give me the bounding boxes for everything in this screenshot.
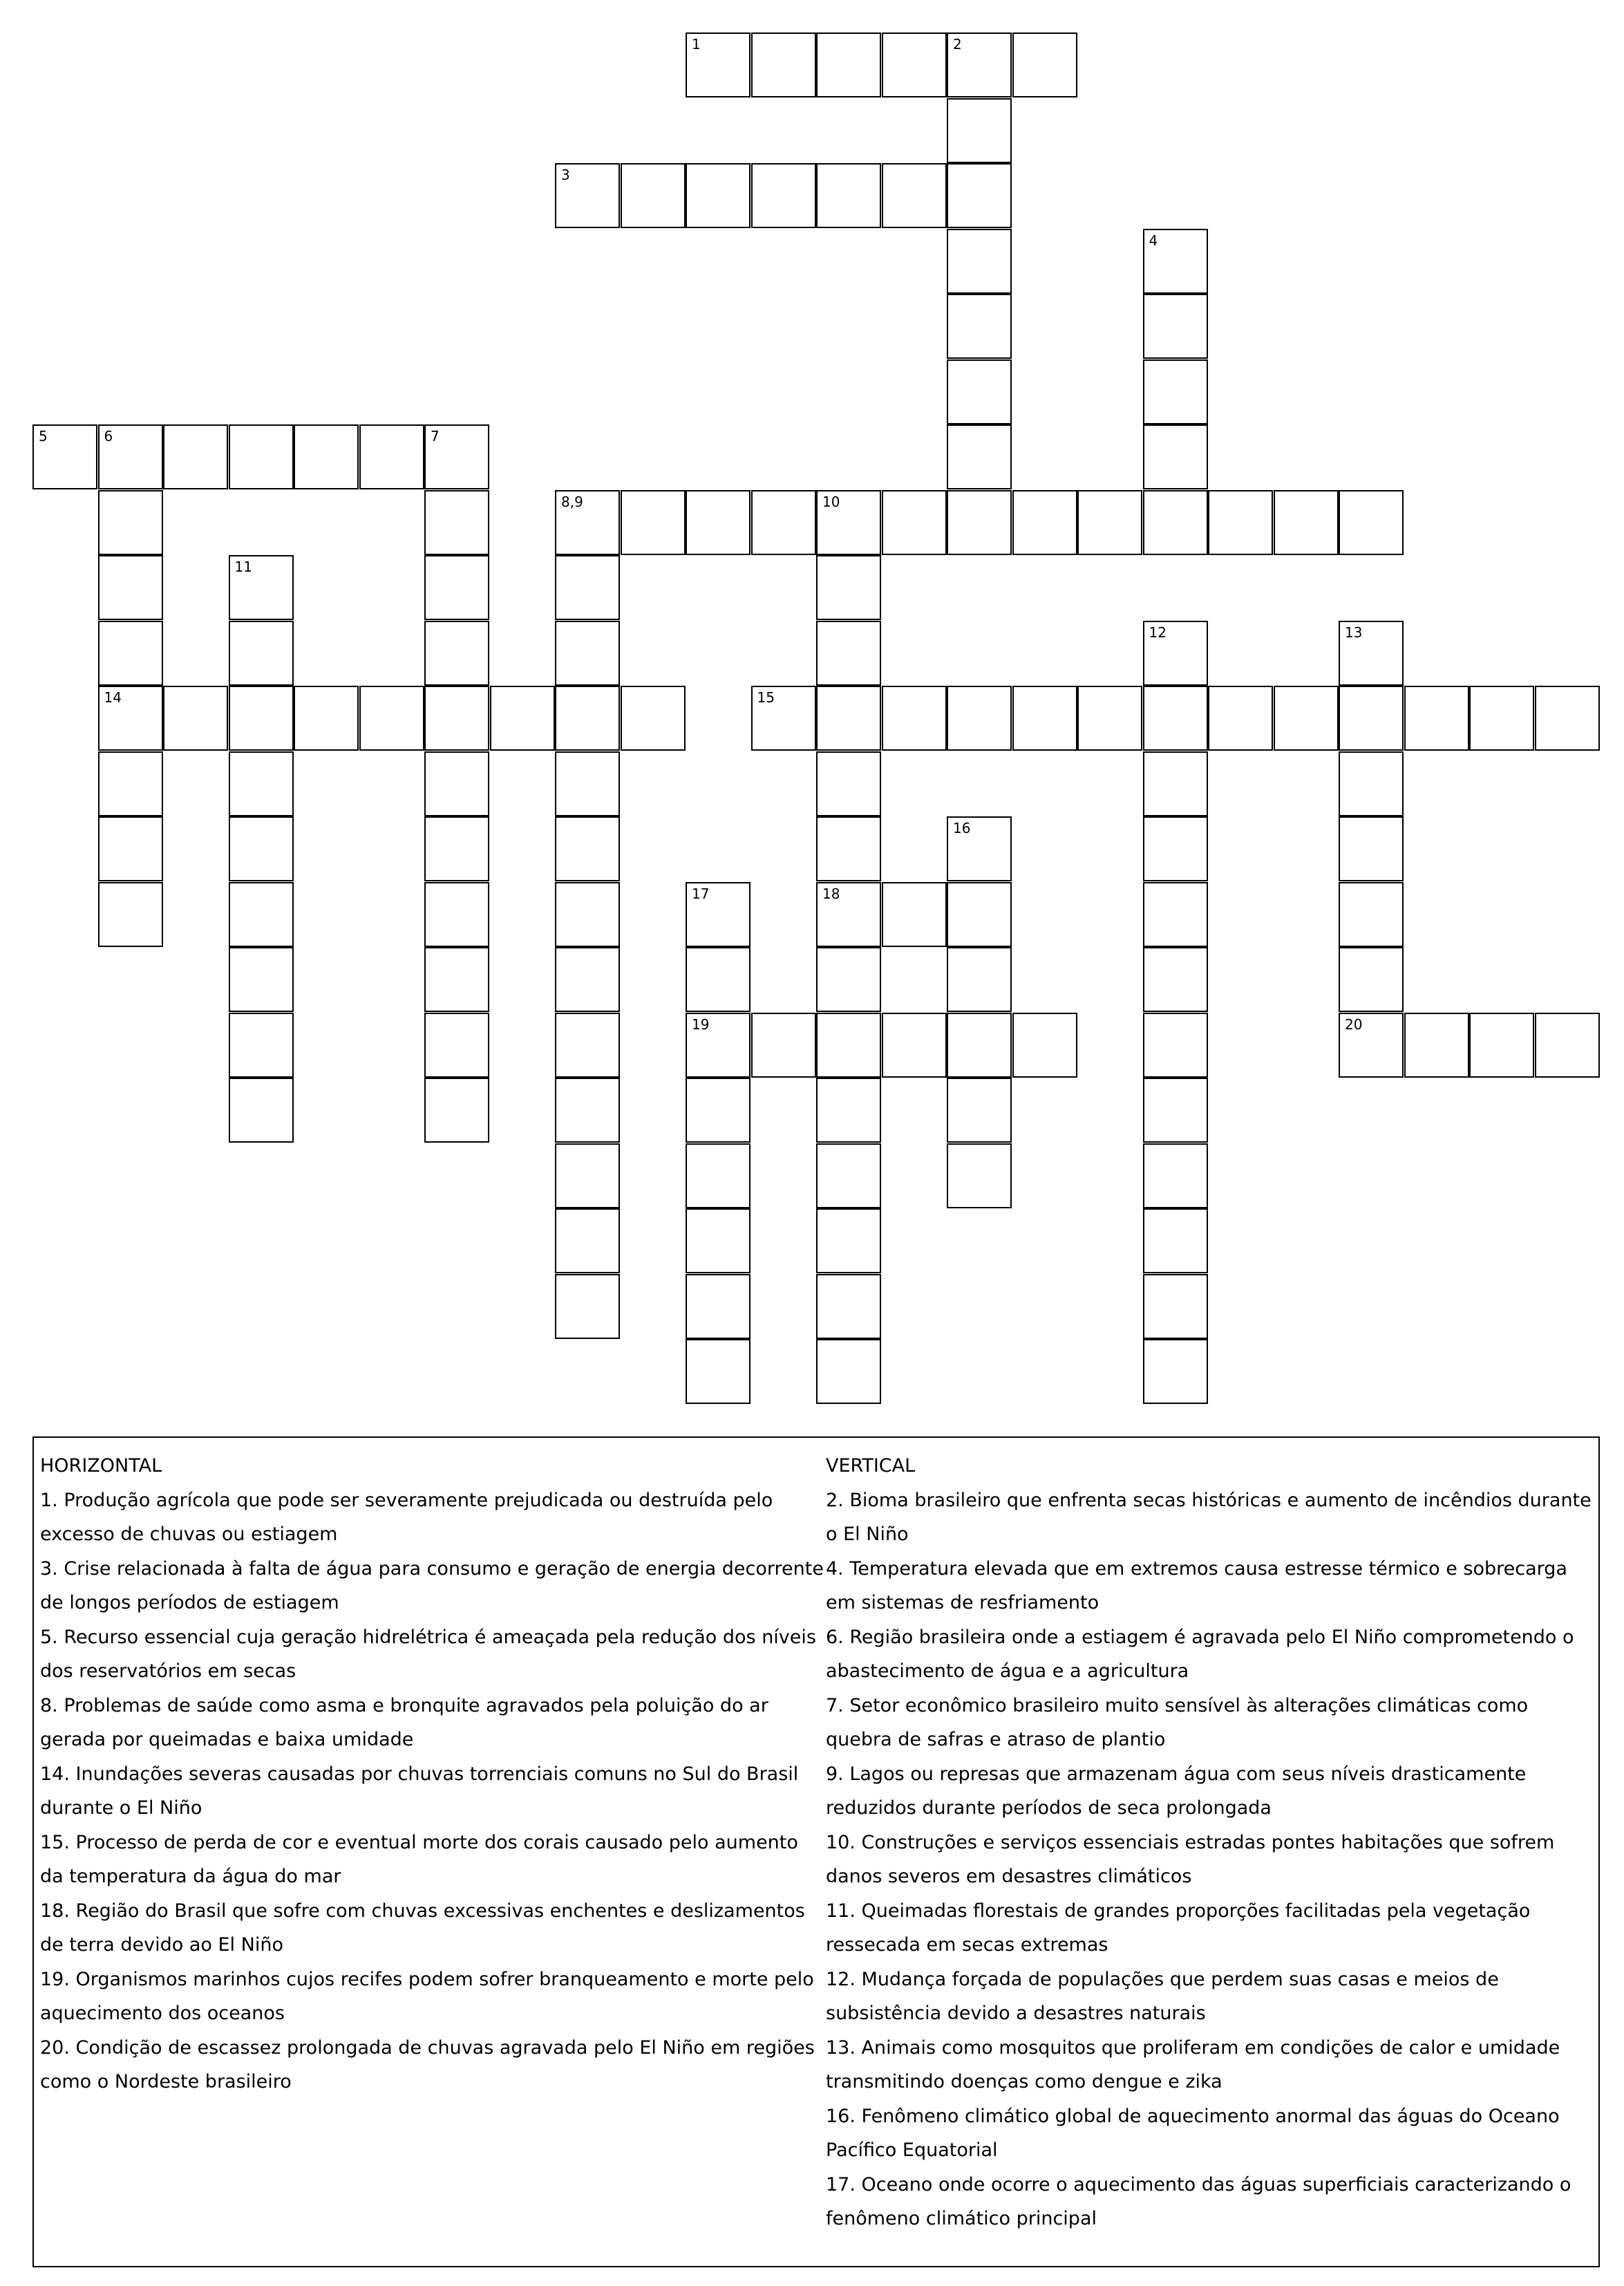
clue-number: 13 <box>1345 624 1363 641</box>
crossword-cell[interactable] <box>816 947 881 1012</box>
crossword-cell[interactable] <box>1143 686 1208 751</box>
crossword-cell[interactable] <box>686 1274 750 1339</box>
crossword-cell[interactable] <box>555 686 620 751</box>
crossword-cell[interactable] <box>947 294 1012 359</box>
crossword-cell[interactable] <box>555 163 620 228</box>
crossword-cell[interactable] <box>1143 424 1208 489</box>
crossword-cell[interactable] <box>1535 686 1600 751</box>
crossword-cell[interactable] <box>947 1078 1012 1143</box>
crossword-cell[interactable] <box>816 1339 881 1404</box>
crossword-cell[interactable] <box>1143 751 1208 816</box>
crossword-cell[interactable] <box>947 882 1012 947</box>
clue-number: 3 <box>561 167 570 183</box>
crossword-cell[interactable] <box>424 1078 489 1143</box>
crossword-cell[interactable] <box>947 98 1012 163</box>
crossword-cell[interactable] <box>816 686 881 751</box>
crossword-cell[interactable] <box>555 621 620 686</box>
crossword-cell[interactable] <box>1143 1208 1208 1273</box>
crossword-cell[interactable] <box>1469 686 1534 751</box>
crossword-cell[interactable] <box>32 424 97 489</box>
crossword-cell[interactable] <box>229 686 294 751</box>
crossword-cell[interactable] <box>751 490 816 555</box>
crossword-cell[interactable] <box>98 490 163 555</box>
crossword-cell[interactable] <box>555 947 620 1012</box>
horizontal-clue: 15. Processo de perda de cor e eventual morte dos corais causado pelo aumento da temperatura da água do mar <box>40 1831 798 1887</box>
crossword-cell[interactable] <box>1535 1013 1600 1078</box>
crossword-cell[interactable] <box>229 1013 294 1078</box>
crossword-cell[interactable] <box>424 490 489 555</box>
crossword-cell[interactable] <box>1469 1013 1534 1078</box>
crossword-cell[interactable] <box>1143 490 1208 555</box>
crossword-cell[interactable] <box>816 490 881 555</box>
crossword-cell[interactable] <box>1143 1078 1208 1143</box>
crossword-cell[interactable] <box>686 947 750 1012</box>
crossword-cell[interactable] <box>947 32 1012 97</box>
crossword-cell[interactable] <box>98 882 163 947</box>
crossword-cell[interactable] <box>229 947 294 1012</box>
crossword-cell[interactable] <box>621 686 686 751</box>
crossword-cell[interactable] <box>1208 686 1273 751</box>
crossword-cell[interactable] <box>882 882 947 947</box>
crossword-cell[interactable] <box>816 555 881 620</box>
vertical-clue: 12. Mudança forçada de populações que perdem suas casas e meios de subsistência devido a desastres naturais <box>826 1968 1499 2024</box>
clue-number: 14 <box>104 689 122 706</box>
crossword-cell[interactable] <box>947 816 1012 881</box>
horizontal-clue: 19. Organismos marinhos cujos recifes podem sofrer branqueamento e morte pelo aquecimento dos oceanos <box>40 1968 814 2024</box>
crossword-cell[interactable] <box>686 1339 750 1404</box>
crossword-cell[interactable] <box>751 163 816 228</box>
crossword-cell[interactable] <box>98 751 163 816</box>
crossword-cell[interactable] <box>1339 490 1404 555</box>
crossword-cell[interactable] <box>1143 1143 1208 1208</box>
clue-number: 19 <box>692 1015 710 1033</box>
crossword-cell[interactable] <box>1339 947 1404 1012</box>
crossword-cell[interactable] <box>1339 816 1404 881</box>
vertical-heading: VERTICAL <box>826 1455 916 1477</box>
clue-number: 11 <box>234 559 252 575</box>
crossword-cell[interactable] <box>686 32 750 97</box>
crossword-cell[interactable] <box>1404 1013 1469 1078</box>
crossword-cell[interactable] <box>229 816 294 881</box>
clue-number: 7 <box>431 428 440 444</box>
crossword-cell[interactable] <box>555 1143 620 1208</box>
crossword-cell[interactable] <box>1077 490 1142 555</box>
horizontal-clue: 1. Produção agrícola que pode ser severamente prejudicada ou destruída pelo excesso de chuvas ou estiagem <box>40 1489 773 1545</box>
horizontal-clue: 18. Região do Brasil que sofre com chuvas excessivas enchentes e deslizamentos de terra devido ao El Niño <box>40 1900 805 1956</box>
crossword-cell[interactable] <box>816 816 881 881</box>
horizontal-clue: 20. Condição de escassez prolongada de chuvas agravada pelo El Niño em regiões como o Nordeste brasileiro <box>40 2036 815 2092</box>
crossword-cell[interactable] <box>1143 1274 1208 1339</box>
crossword-cell[interactable] <box>621 490 686 555</box>
crossword-cell[interactable] <box>1143 621 1208 686</box>
crossword-cell[interactable] <box>1339 686 1404 751</box>
clue-number: 20 <box>1345 1015 1363 1033</box>
crossword-cell[interactable] <box>98 424 163 489</box>
crossword-cell[interactable] <box>98 621 163 686</box>
crossword-cell[interactable] <box>1404 686 1469 751</box>
clues-box <box>32 1436 1600 2267</box>
vertical-clue: 16. Fenômeno climático global de aquecimento anormal das águas do Oceano Pacífico Equatorial <box>826 2105 1560 2161</box>
crossword-cell[interactable] <box>947 490 1012 555</box>
crossword-cell[interactable] <box>1143 1339 1208 1404</box>
vertical-clue: 2. Bioma brasileiro que enfrenta secas históricas e aumento de incêndios durante o El Niño <box>826 1489 1592 1545</box>
vertical-clue: 11. Queimadas florestais de grandes proporções facilitadas pela vegetação ressecada em secas extremas <box>826 1900 1531 1956</box>
crossword-cell[interactable] <box>816 32 881 97</box>
vertical-clue: 10. Construções e serviços essenciais estradas pontes habitações que sofrem danos severos em desastres climáticos <box>826 1831 1555 1887</box>
clue-number: 1 <box>692 36 701 53</box>
crossword-cell[interactable] <box>1143 1013 1208 1078</box>
clue-number: 2 <box>953 36 962 53</box>
crossword-cell[interactable] <box>947 359 1012 424</box>
clue-number: 8,9 <box>561 493 583 510</box>
clue-number: 12 <box>1149 624 1167 641</box>
crossword-cell[interactable] <box>229 424 294 489</box>
crossword-cell[interactable] <box>686 1078 750 1143</box>
crossword-cell[interactable] <box>1274 686 1339 751</box>
crossword-cell[interactable] <box>882 1013 947 1078</box>
clue-number: 4 <box>1149 232 1158 249</box>
crossword-cell[interactable] <box>163 686 228 751</box>
crossword-cell[interactable] <box>1274 490 1339 555</box>
crossword-cell[interactable] <box>751 686 816 751</box>
crossword-cell[interactable] <box>621 163 686 228</box>
crossword-cell[interactable] <box>686 490 750 555</box>
crossword-cell[interactable] <box>359 424 424 489</box>
crossword-cell[interactable] <box>294 424 359 489</box>
crossword-cell[interactable] <box>1143 229 1208 294</box>
crossword-cell[interactable] <box>1143 816 1208 881</box>
crossword-cell[interactable] <box>555 555 620 620</box>
vertical-clue: 13. Animais como mosquitos que proliferam em condições de calor e umidade transmitindo doenças como dengue e zika <box>826 2036 1560 2092</box>
crossword-cell[interactable] <box>686 1143 750 1208</box>
crossword-cell[interactable] <box>163 424 228 489</box>
vertical-clue: 9. Lagos ou represas que armazenam água com seus níveis drasticamente reduzidos durante períodos de seca prolongada <box>826 1763 1527 1819</box>
crossword-cell[interactable] <box>1339 1013 1404 1078</box>
crossword-cell[interactable] <box>816 1274 881 1339</box>
crossword-cell[interactable] <box>424 882 489 947</box>
horizontal-heading: HORIZONTAL <box>40 1455 162 1477</box>
horizontal-clue: 8. Problemas de saúde como asma e bronquite agravados pela poluição do ar gerada por queimadas e baixa umidade <box>40 1694 768 1750</box>
crossword-cell[interactable] <box>947 229 1012 294</box>
crossword-cell[interactable] <box>686 882 750 947</box>
clue-number: 10 <box>822 493 840 510</box>
crossword-cell[interactable] <box>1012 32 1077 97</box>
crossword-cell[interactable] <box>555 1078 620 1143</box>
crossword-cell[interactable] <box>882 490 947 555</box>
crossword-cell[interactable] <box>555 490 620 555</box>
crossword-cell[interactable] <box>816 1208 881 1273</box>
crossword-cell[interactable] <box>947 1143 1012 1208</box>
crossword-cell[interactable] <box>98 816 163 881</box>
crossword-cell[interactable] <box>555 882 620 947</box>
crossword-cell[interactable] <box>424 1013 489 1078</box>
vertical-clue: 6. Região brasileira onde a estiagem é agravada pelo El Niño comprometendo o abastecimento de água e a agricultura <box>826 1626 1574 1682</box>
clue-number: 15 <box>757 689 775 706</box>
crossword-cell[interactable] <box>816 1143 881 1208</box>
vertical-clue: 4. Temperatura elevada que em extremos causa estresse térmico e sobrecarga em sistemas de resfriamento <box>826 1557 1567 1613</box>
crossword-cell[interactable] <box>424 947 489 1012</box>
clue-number: 18 <box>822 885 840 902</box>
clue-number: 16 <box>953 820 971 836</box>
crossword-cell[interactable] <box>1339 751 1404 816</box>
crossword-cell[interactable] <box>947 947 1012 1012</box>
crossword-cell[interactable] <box>1143 294 1208 359</box>
vertical-clues-column <box>826 1449 1593 2236</box>
crossword-cell[interactable] <box>1143 359 1208 424</box>
vertical-clue: 17. Oceano onde ocorre o aquecimento das águas superficiais caracterizando o fenômeno climático principal <box>826 2173 1571 2229</box>
clue-number: 6 <box>104 428 113 444</box>
crossword-cell[interactable] <box>98 686 163 751</box>
crossword-cell[interactable] <box>1339 621 1404 686</box>
crossword-cell[interactable] <box>947 1013 1012 1078</box>
crossword-cell[interactable] <box>947 424 1012 489</box>
crossword-cell[interactable] <box>1143 947 1208 1012</box>
crossword-cell[interactable] <box>686 1013 750 1078</box>
crossword-cell[interactable] <box>686 1208 750 1273</box>
crossword-cell[interactable] <box>1143 882 1208 947</box>
crossword-cell[interactable] <box>816 621 881 686</box>
crossword-cell[interactable] <box>1012 1013 1077 1078</box>
crossword-cell[interactable] <box>490 686 555 751</box>
crossword-cell[interactable] <box>1012 686 1077 751</box>
crossword-cell[interactable] <box>816 163 881 228</box>
crossword-cell[interactable] <box>882 163 947 228</box>
vertical-clue: 7. Setor econômico brasileiro muito sensível às alterações climáticas como quebra de safras e atraso de plantio <box>826 1694 1529 1750</box>
crossword-cell[interactable] <box>229 1078 294 1143</box>
crossword-cell[interactable] <box>1339 882 1404 947</box>
crossword-cell[interactable] <box>98 555 163 620</box>
crossword-cell[interactable] <box>1012 490 1077 555</box>
crossword-cell[interactable] <box>555 1274 620 1339</box>
crossword-cell[interactable] <box>424 424 489 489</box>
crossword-cell[interactable] <box>229 621 294 686</box>
crossword-cell[interactable] <box>882 686 947 751</box>
crossword-cell[interactable] <box>229 751 294 816</box>
crossword-cell[interactable] <box>424 621 489 686</box>
crossword-cell[interactable] <box>424 686 489 751</box>
crossword-cell[interactable] <box>816 1078 881 1143</box>
horizontal-clue: 5. Recurso essencial cuja geração hidrelétrica é ameaçada pela redução dos níveis dos reservatórios em secas <box>40 1626 816 1682</box>
crossword-cell[interactable] <box>947 686 1012 751</box>
horizontal-clue: 14. Inundações severas causadas por chuvas torrenciais comuns no Sul do Brasil durante o El Niño <box>40 1763 799 1819</box>
crossword-cell[interactable] <box>555 1013 620 1078</box>
crossword-cell[interactable] <box>751 32 816 97</box>
crossword-cell[interactable] <box>816 882 881 947</box>
crossword-cell[interactable] <box>686 163 750 228</box>
crossword-cell[interactable] <box>1077 686 1142 751</box>
crossword-cell[interactable] <box>229 555 294 620</box>
crossword-cell[interactable] <box>751 1013 816 1078</box>
crossword-cell[interactable] <box>555 816 620 881</box>
crossword-cell[interactable] <box>555 751 620 816</box>
crossword-cell[interactable] <box>1208 490 1273 555</box>
crossword-cell[interactable] <box>947 163 1012 228</box>
crossword-cell[interactable] <box>359 686 424 751</box>
crossword-cell[interactable] <box>424 555 489 620</box>
horizontal-clues-column <box>40 1449 824 2099</box>
crossword-cell[interactable] <box>229 882 294 947</box>
crossword-cell[interactable] <box>882 32 947 97</box>
crossword-cell[interactable] <box>424 816 489 881</box>
crossword-cell[interactable] <box>816 751 881 816</box>
crossword-cell[interactable] <box>424 751 489 816</box>
horizontal-clue: 3. Crise relacionada à falta de água para consumo e geração de energia decorrente de longos períodos de estiagem <box>40 1557 824 1613</box>
crossword-cell[interactable] <box>816 1013 881 1078</box>
clue-number: 5 <box>39 428 48 444</box>
clue-number: 17 <box>692 885 710 902</box>
crossword-cell[interactable] <box>294 686 359 751</box>
crossword-cell[interactable] <box>555 1208 620 1273</box>
